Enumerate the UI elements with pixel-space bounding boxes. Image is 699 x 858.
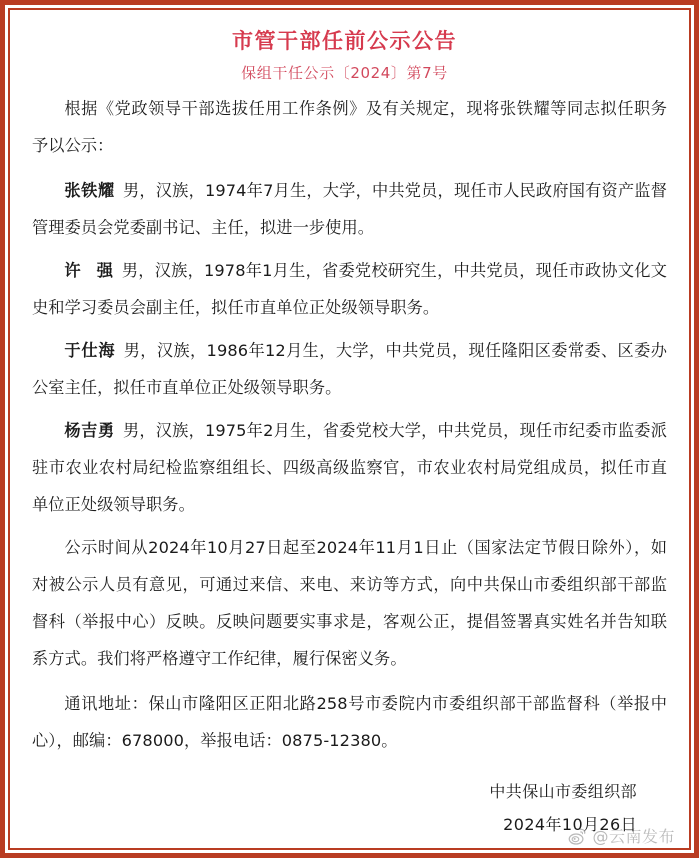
notice-period-paragraph: 公示时间从2024年10月27日起至2024年11月1日止（国家法定节假日除外），如对被公示人员有意见，可通过来信、来电、来访等方式，向中共保山市委组织部干部监督科（举报中心）反映。反映问题要实事求是，客观公正，提倡签署真实姓名并告知联系方式。我们将严格遵守工作纪律，履行保密义务。 [32,538,667,668]
person-details-2: 男，汉族，1978年1月生，省委党校研究生，中共党员，现任市政协文化文史和学习委员会副主任，拟任市直单位正处级领导职务。 [32,261,668,317]
signature-date: 2024年10月26日 [503,815,637,834]
person-entry-4 [22,412,667,523]
document-frame-inner [8,8,691,850]
weibo-handle: @云南发布 [592,827,675,846]
signature-block [22,775,637,841]
document-title: 市管干部任前公示公告 [232,29,457,53]
signature-organization: 中共保山市委组织部 [489,782,637,801]
document-number: 保组干任公示〔2024〕第7号 [241,64,448,82]
person-name-1: 张铁耀 [64,181,115,200]
person-details-3: 男，汉族，1986年12月生，大学，中共党员，现任隆阳区委常委、区委办公室主任，拟任市直单位正处级领导职务。 [32,341,667,397]
person-details-1: 男，汉族，1974年7月生，大学，中共党员，现任市人民政府国有资产监督管理委员会党委副书记、主任，拟进一步使用。 [32,181,667,237]
person-name-2-given: 强 [96,261,114,280]
person-details-4: 男，汉族，1975年2月生，省委党校大学，中共党员，现任市纪委市监委派驻市农业农村局纪检监察组组长、四级高级监察官，市农业农村局党组成员，拟任市直单位正处级领导职务。 [32,421,667,514]
person-entry-3 [22,332,667,406]
person-name-2-surname: 许 [64,261,82,280]
person-entry-1 [22,172,667,246]
document-body [10,10,689,848]
person-entry-2 [22,252,667,326]
person-name-3: 于仕海 [64,341,116,360]
intro-paragraph: 根据《党政领导干部选拔任用工作条例》及有关规定，现将张铁耀等同志拟任职务予以公示： [32,99,667,155]
title-block [22,24,667,88]
person-name-4: 杨吉勇 [64,421,115,440]
contact-paragraph: 通讯地址：保山市隆阳区正阳北路258号市委院内市委组织部干部监督科（举报中心），邮编：678000，举报电话：0875-12380。 [32,694,667,750]
